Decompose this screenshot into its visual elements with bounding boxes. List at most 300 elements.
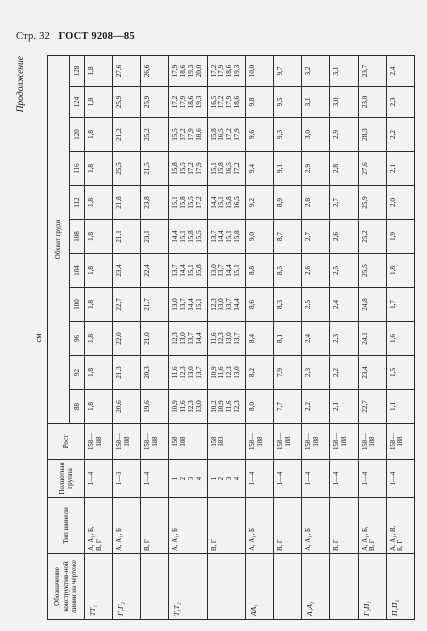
measurement-cell-line: 1,8 [87,266,95,275]
measurement-cell [386,254,414,288]
measurement-cell [85,186,113,220]
height-range-line: 188 [95,436,103,447]
coat-type-line: В, Г [95,539,103,551]
measurement-cell-line: 2,4 [332,300,341,309]
measurement-cell-line: 10,0 [247,64,256,78]
measurement-cell [386,288,414,322]
measurement-cell-line: 3,1 [304,97,313,107]
measurement-cell [113,118,141,152]
measurement-cell-line: 1,8 [87,334,95,343]
measurement-cell-line: 14,4 [179,264,188,277]
construction-line-label [274,554,302,620]
measurement-cell-line: 8,2 [247,368,256,377]
fullness-group [169,460,207,498]
construction-line-label: А₁А₂ [302,554,330,620]
fullness-group-line: 2 [218,476,226,481]
measurement-cell [302,288,330,322]
measurement-cell [141,152,169,186]
measurement-cell [85,322,113,356]
fullness-group [207,460,245,498]
measurement-cell [169,118,207,152]
measurement-cell [358,118,386,152]
measurement-cell [85,118,113,152]
measurement-cell-line: 27,6 [115,64,124,78]
construction-line-label [207,554,245,620]
measurement-cell-line: 22,4 [143,264,152,277]
measurement-cell-line: 7,7 [276,402,285,411]
height-range-line: 158— [277,433,285,450]
measurement-cell [169,87,207,118]
measurement-cell-line: 13,0 [217,298,226,311]
construction-line-label [141,554,169,620]
measurement-cell-line: 16,5 [209,95,218,109]
coat-type-line: В, Г [333,539,341,551]
measurement-cell-line: 16,5 [217,128,226,141]
measurement-cell [274,254,302,288]
measurement-cell [245,220,273,254]
measurement-cell-line: 11,6 [179,400,188,413]
measurement-cell [169,220,207,254]
measurement-cell [85,356,113,390]
measurement-cell [358,186,386,220]
measurement-cell-line: 14,4 [171,230,180,243]
measurement-cell-line: 16,5 [233,196,242,209]
measurement-cell-line: 1,8 [87,368,95,377]
measurement-cell [274,118,302,152]
measurement-cell-line: 14,4 [217,230,226,243]
measurement-cell [386,186,414,220]
measurement-cell-line: 8,1 [276,334,285,343]
measurement-cell [330,87,358,118]
measurement-cell-line: 9,1 [276,164,285,173]
measurement-cell-line: 13,0 [194,400,203,413]
measurement-cell [141,322,169,356]
measurement-cell-line: 15,5 [194,230,203,243]
coat-type-line: В, Г [210,539,218,551]
coat-type-line: А, А₁, Б, [361,526,369,551]
measurement-cell-line: 8,0 [247,402,256,411]
measurement-cell-line: 8,5 [276,266,285,275]
measurement-cell [245,56,273,87]
measurement-cell-line: 9,5 [276,97,285,107]
measurement-cell-line: 11,6 [225,400,234,413]
measurement-cell-line: 8,8 [247,266,256,275]
measurement-cell-line: 9,0 [247,232,256,241]
measurement-cell-line: 2,8 [332,164,341,173]
measurement-cell [386,356,414,390]
measurement-cell [330,390,358,424]
measurement-cell [141,390,169,424]
measurement-cell [85,87,113,118]
measurement-cell-line: 2,6 [332,232,341,241]
measurement-cell [386,220,414,254]
coat-type-line: А, А₁, Б [305,528,313,551]
coat-type-line: А, А₁, Б, [88,526,95,551]
measurement-cell [245,118,273,152]
fullness-group [141,460,169,498]
measurement-cell-line: 9,6 [247,130,256,139]
fullness-group [330,460,358,498]
height-range-line: 158— [361,433,369,450]
measurement-cell [169,152,207,186]
table-row [245,56,273,620]
fullness-group-line: 1—4 [277,471,285,486]
measurement-cell-line: 15,8 [179,196,188,209]
measurement-cell-line: 20,3 [143,366,152,379]
col-group-header: Полнотная группа [48,460,85,498]
measurement-cell [245,186,273,220]
measurement-cell-line: 13,0 [209,264,218,277]
measurement-cell [207,220,245,254]
measurement-cell-line: 15,8 [194,264,203,277]
height-range [113,424,141,460]
fullness-group-line: 2 [180,476,188,481]
measurement-cell [274,322,302,356]
measurement-cell-line: 9,8 [247,97,256,107]
measurement-cell-line: 21,0 [143,332,152,345]
measurement-cell-line: 1,8 [87,66,95,76]
measurement-cell-line: 12,3 [179,366,188,379]
height-range [302,424,330,460]
measurement-cell [302,118,330,152]
measurement-cell-line: 17,2 [187,162,196,175]
measurement-cell-line: 12,3 [187,400,196,413]
measurement-cell-line: 1,8 [87,300,95,309]
measurement-cell-line: 17,2 [179,128,188,141]
measurement-cell-line: 19,3 [233,64,242,78]
measurement-cell [169,356,207,390]
measurement-cell [245,322,273,356]
height-range [274,424,302,460]
coat-type [169,498,207,554]
measurement-cell-line: 11,6 [217,366,226,379]
chest-value-header: 96 [70,322,85,356]
coat-type-line: А, А₁, Б [172,528,180,551]
measurement-cell-line: 1,5 [388,368,397,377]
measurement-cell-line: 18,6 [225,64,234,78]
fullness-group [386,460,414,498]
height-range [85,424,113,460]
measurement-cell-line: 3,0 [332,97,341,107]
measurement-cell-line: 8,7 [276,232,285,241]
measurement-cell-line: 15,8 [187,230,196,243]
measurement-cell [113,288,141,322]
height-range [169,424,207,460]
measurement-cell [358,356,386,390]
measurement-cell-line: 8,4 [247,334,256,343]
measurement-cell-line: 12,3 [217,332,226,345]
measurement-cell-line: 21,1 [115,230,124,243]
measurement-cell [302,356,330,390]
height-range-line: 158 [172,436,180,447]
table-row [85,56,113,620]
measurement-cell-line: 15,1 [194,298,203,311]
page-header [16,31,135,42]
table-row [358,56,386,620]
measurement-cell [85,288,113,322]
measurement-cell [302,186,330,220]
measurement-cell [141,220,169,254]
measurement-cell-line: 10,2 [209,400,218,413]
measurement-cell-line: 12,3 [209,298,218,311]
coat-type [207,498,245,554]
measurement-cell-line: 13,7 [217,264,226,277]
measurement-cell [302,390,330,424]
fullness-group-line: 1—4 [248,471,256,486]
chest-value-header: 100 [70,288,85,322]
measurement-cell-line: 16,5 [225,162,234,175]
measurement-cell-line: 9,4 [247,164,256,173]
measurement-cell-line: 1,1 [388,402,397,411]
measurement-cell [169,254,207,288]
col-type-header: Тип шинели [48,498,85,554]
measurement-cell [358,87,386,118]
measurement-cell-line: 25,9 [143,95,152,109]
measurement-cell-line: 1,6 [388,334,397,343]
measurement-cell-line: 13,7 [187,332,196,345]
measurement-cell [207,254,245,288]
measurement-cell [113,254,141,288]
coat-type [245,498,273,554]
measurement-cell-line: 1,8 [87,232,95,241]
measurement-cell [245,254,273,288]
measurement-cell-line: 17,2 [194,196,203,209]
measurement-cell-line: 13,0 [171,298,180,311]
measurement-cell [358,288,386,322]
measurement-cell-line: 14,4 [233,298,242,311]
measurement-cell [358,390,386,424]
measurement-cell-line: 14,4 [225,264,234,277]
measurement-cell-line: 15,1 [171,196,180,209]
measurement-cell-line: 1,8 [87,130,95,139]
measurement-cell-line: 1,8 [388,266,397,275]
measurement-cell-line: 1,8 [87,97,95,107]
measurement-cell-line: 17,9 [187,128,196,141]
fullness-group-line: 3 [188,476,196,481]
measurement-cell-line: 13,7 [233,332,242,345]
measurement-cell [207,390,245,424]
coat-type [358,498,386,554]
coat-type [302,498,330,554]
fullness-group-line: 1—4 [144,471,152,486]
measurement-cell-line: 17,2 [225,128,234,141]
table-row [330,56,358,620]
measurement-cell [169,288,207,322]
measurement-cell-line: 13,7 [194,366,203,379]
continuation-label: Продолжение [16,56,26,113]
measurement-cell-line: 27,6 [360,162,369,175]
measurement-cell [330,254,358,288]
construction-line-label: Г₁Г₂ [113,554,141,620]
measurement-cell-line: 9,3 [276,130,285,139]
measurement-cell-line: 22,7 [360,400,369,413]
measurement-cell-line: 15,1 [209,162,218,175]
measurement-cell [113,322,141,356]
height-range [141,424,169,460]
measurement-cell [113,186,141,220]
measurement-cell-line: 13,0 [187,366,196,379]
measurement-cell-line: 2,6 [304,266,313,275]
coat-type-line: А, А₁, В, [389,525,397,551]
measurement-cell [169,186,207,220]
chest-value-header: 112 [70,186,85,220]
height-range-line: 158— [88,433,95,450]
measurement-cell [169,56,207,87]
coat-type [386,498,414,554]
measurement-cell-line: 2,3 [332,334,341,343]
fullness-group-line: 1 [172,476,180,481]
measurement-cell-line: 15,8 [209,128,218,141]
height-range [386,424,414,460]
measurement-cell [113,220,141,254]
measurement-cell-line: 18,6 [194,128,203,141]
measurement-cell-line: 14,4 [194,332,203,345]
height-range-line: 183 [218,436,226,447]
chest-value-header: 124 [70,87,85,118]
measurement-cell-line: 25,5 [360,264,369,277]
height-range-line: 188 [284,436,292,447]
measurement-cell-line: 9,2 [247,198,256,207]
measurement-cell-line: 21,5 [143,162,152,175]
construction-line-label: АА₁ [245,554,273,620]
coat-type [85,498,113,554]
measurement-cell-line: 15,5 [179,162,188,175]
measurement-cell-line: 2,3 [388,97,397,107]
coat-type-line: Б, Г [397,539,405,551]
measurement-cell-line: 21,2 [115,128,124,141]
fullness-group-line: 1 [210,476,218,481]
coat-type [113,498,141,554]
measurement-cell-line: 28,3 [360,128,369,141]
chest-value-header: 104 [70,254,85,288]
measurement-cell-line: 13,7 [179,298,188,311]
measurement-cell [113,152,141,186]
measurement-cell [386,390,414,424]
height-range-line: 188 [152,436,160,447]
rotated-table-area [13,56,415,620]
measurement-cell-line: 2,5 [304,300,313,309]
measurement-cell [274,288,302,322]
measurement-cell [207,87,245,118]
chest-value-header: 120 [70,118,85,152]
measurement-cell-line: 13,7 [209,230,218,243]
fullness-group-line: 1—4 [389,471,397,486]
measurement-cell [386,152,414,186]
measurement-cell-line: 11,6 [209,332,218,345]
measurement-cell [113,87,141,118]
height-range-line: 188 [341,436,349,447]
measurement-cell-line: 8,3 [276,300,285,309]
height-range-line: 188 [313,436,321,447]
measurement-cell-line: 2,3 [304,368,313,377]
measurement-cell-line: 10,9 [171,400,180,413]
measurement-cell-line: 19,3 [187,64,196,78]
fullness-group-line: 4 [234,476,242,481]
measurement-cell-line: 22,0 [115,332,124,345]
measurement-cell [141,118,169,152]
measurement-cell-line: 2,7 [332,198,341,207]
height-range [207,424,245,460]
measurement-cell [330,118,358,152]
coat-type-line: В, Г [144,539,152,551]
measurement-cell [274,87,302,118]
measurement-cell [113,356,141,390]
measurement-cell [274,186,302,220]
measurement-cell-line: 2,2 [304,402,313,411]
chest-value-header: 128 [70,56,85,87]
measurement-cell-line: 2,9 [304,164,313,173]
measurement-cell-line: 10,9 [209,366,218,379]
measurement-cell [330,220,358,254]
measurement-cell [141,186,169,220]
fullness-group-line: 3 [226,476,234,481]
measurement-cell-line: 2,2 [388,130,397,139]
chest-value-header: 108 [70,220,85,254]
measurement-cell-line: 17,9 [179,95,188,109]
measurement-cell [113,390,141,424]
measurement-cell [274,356,302,390]
fullness-group-line: 1—3 [116,471,124,486]
height-range-line: 158— [116,433,124,450]
measurement-cell [330,288,358,322]
table-row [302,56,330,620]
coat-type-line: А, А₁, Б [116,528,124,551]
measurement-cell-line: 1,8 [87,198,95,207]
measurement-cell [141,356,169,390]
page-number: Стр. 32 [16,31,50,42]
measurement-cell-line: 14,4 [187,298,196,311]
measurement-cell [141,254,169,288]
measurement-cell-line: 18,6 [187,95,196,109]
measurement-cell-line: 13,0 [233,366,242,379]
measurement-cell [85,390,113,424]
measurement-cell-line: 8,6 [247,300,256,309]
measurement-cell [207,118,245,152]
measurement-cell-line: 23,8 [143,196,152,209]
table-row [141,56,169,620]
construction-line-label: П₁П₂ [386,554,414,620]
measurement-cell-line: 15,5 [187,196,196,209]
measurement-cell [302,87,330,118]
measurement-cell-line: 2,1 [388,164,397,173]
coat-type [330,498,358,554]
measurement-cell-line: 15,1 [187,264,196,277]
measurement-cell-line: 14,4 [209,196,218,209]
height-range-line: 188 [123,436,131,447]
measurement-cell-line: 12,3 [225,366,234,379]
measurement-cell-line: 15,8 [233,230,242,243]
fullness-group-line: 1—4 [333,471,341,486]
measurement-cell [85,220,113,254]
fullness-group-line: 1—4 [361,471,369,486]
measurement-cell [386,56,414,87]
measurement-cell [141,288,169,322]
measurement-cell-line: 17,9 [171,64,180,78]
measurement-cell [85,56,113,87]
measurement-cell [386,87,414,118]
table-row [169,56,207,620]
construction-line-label: Т₁Т₂ [169,554,207,620]
measurement-cell-line: 17,2 [233,162,242,175]
col-rost-header: Рост [48,424,85,460]
measurement-cell-line: 17,2 [209,64,218,78]
measurement-cell-line: 1,8 [87,164,95,173]
measurement-cell [207,152,245,186]
measurement-cell [330,356,358,390]
table-body [85,56,415,620]
measurement-cell-line: 8,9 [276,198,285,207]
coat-type-line: В, Г [369,539,377,551]
